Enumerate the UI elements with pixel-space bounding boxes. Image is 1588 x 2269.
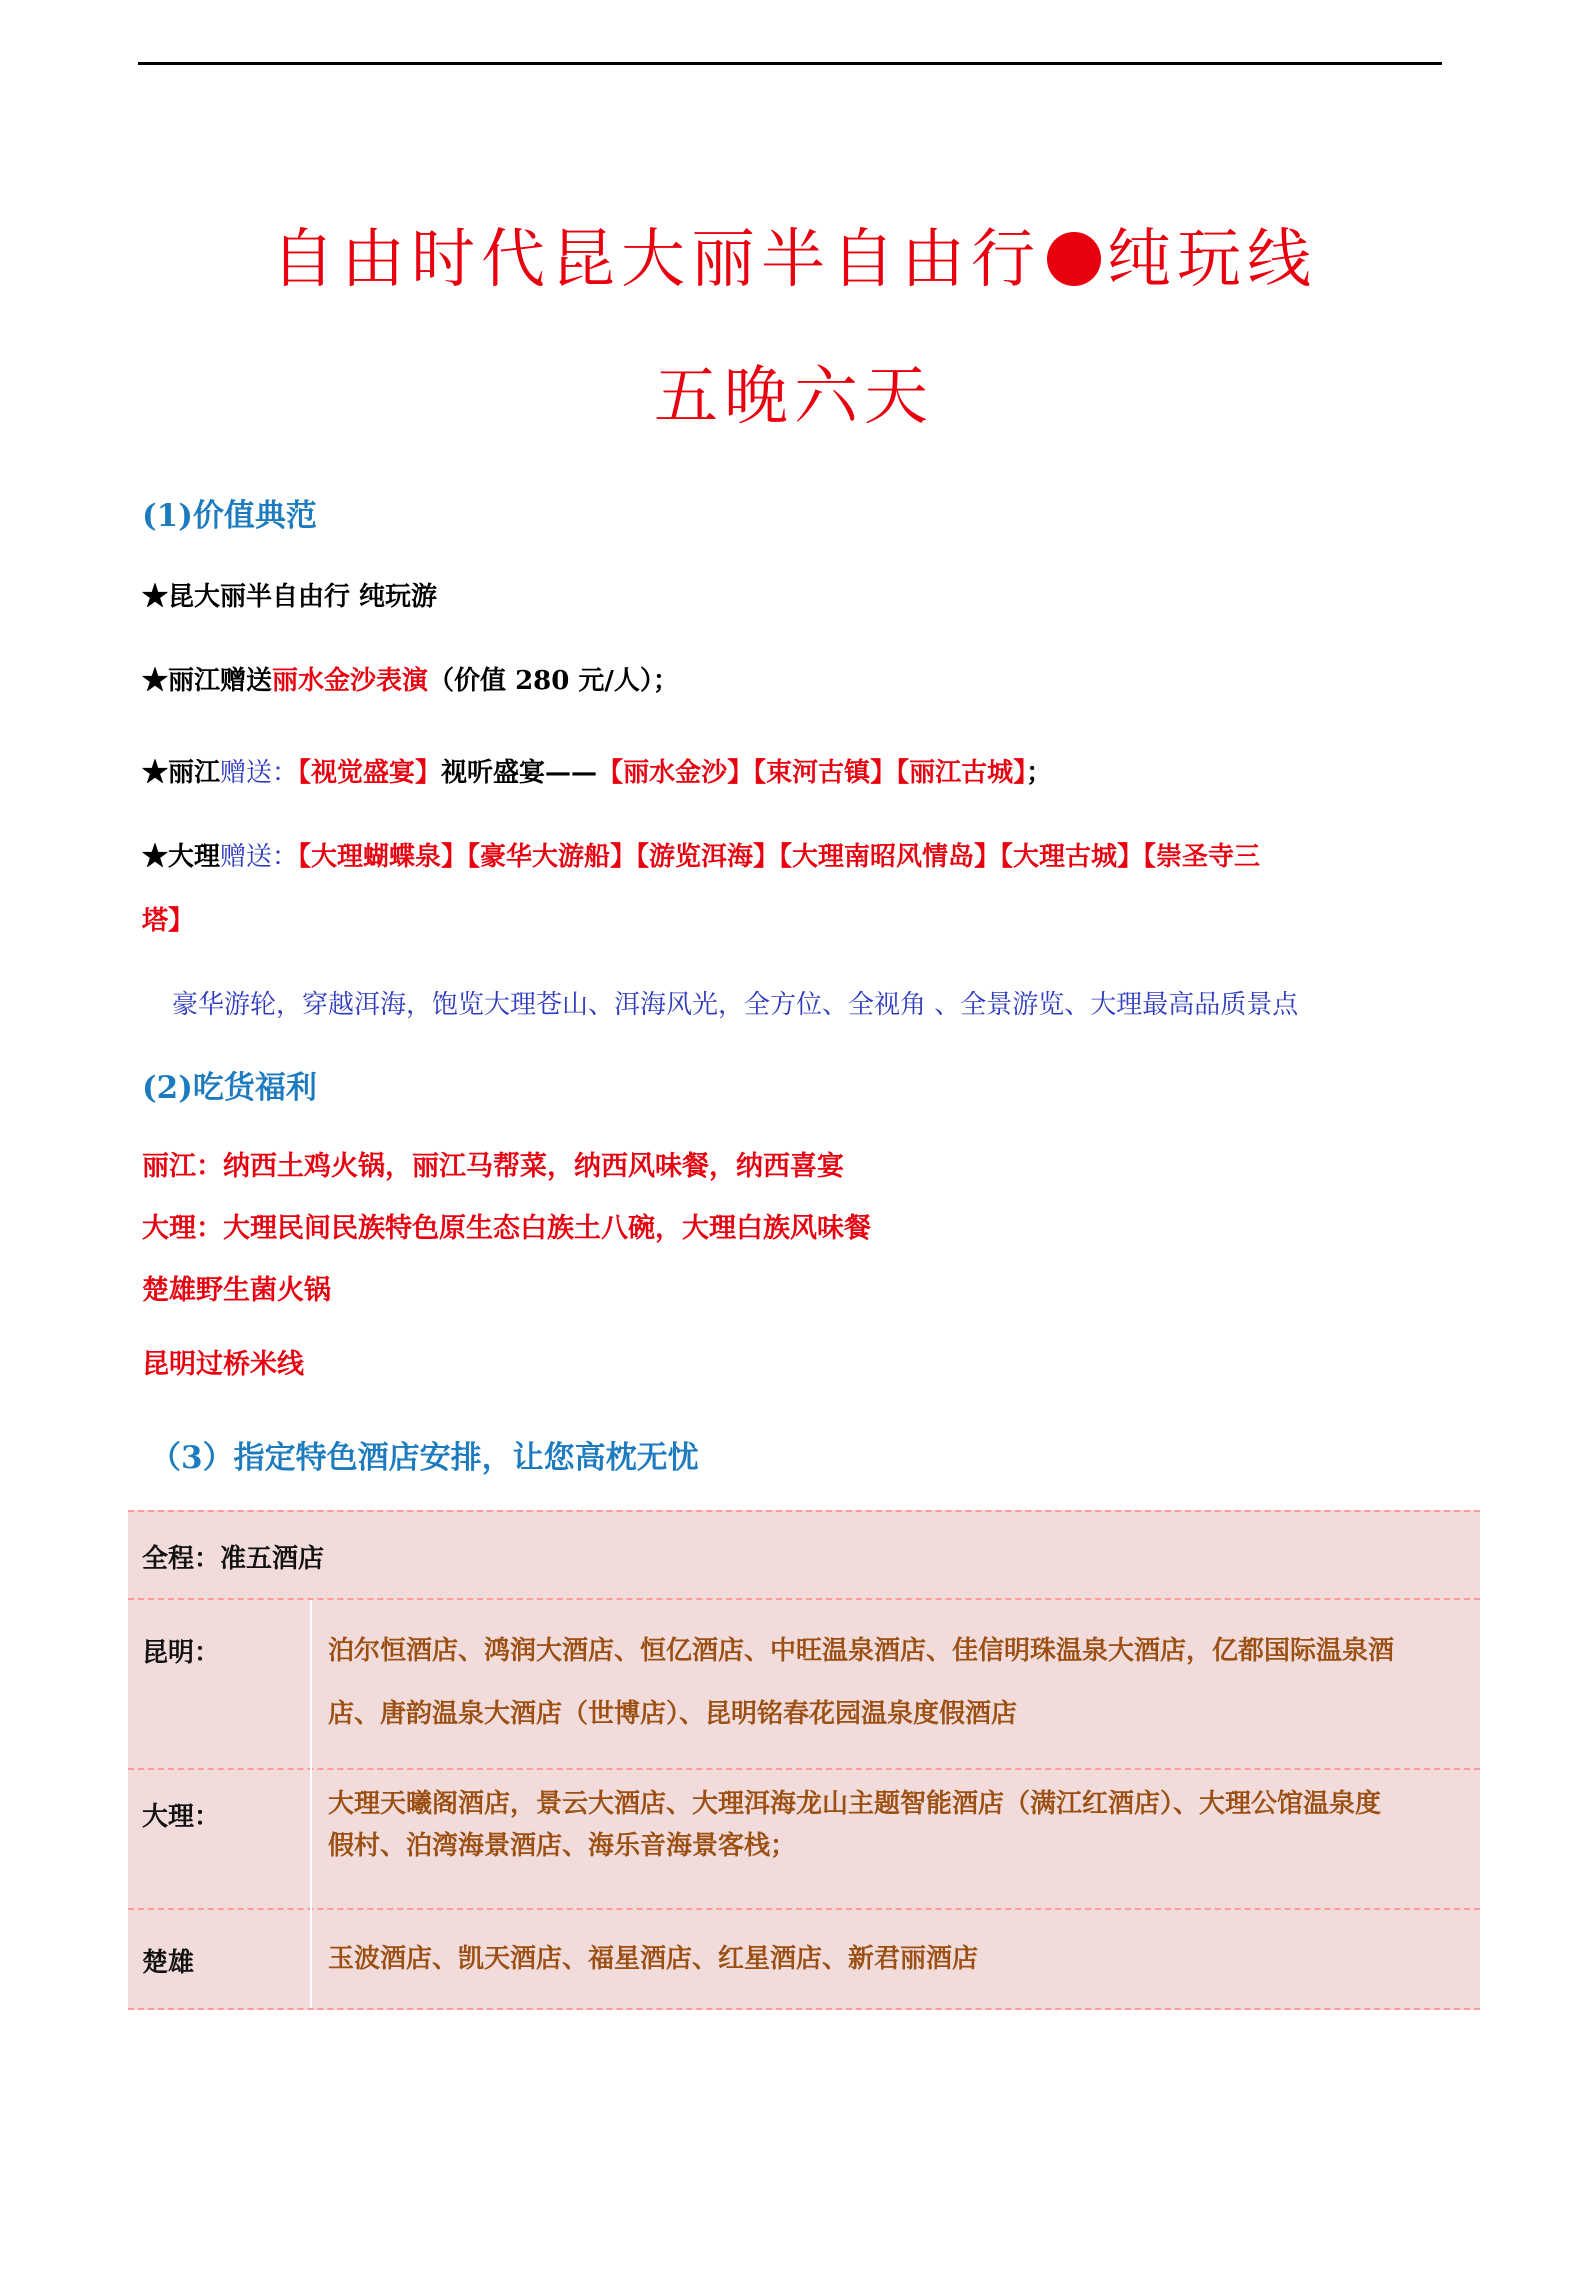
hotels-line: 假村、泊湾海景酒店、海乐音海景客栈； xyxy=(328,1831,797,1861)
bullet-3-gift: 赠送： xyxy=(220,758,299,788)
section3-heading: （3）指定特色酒店安排，让您高枕无忧 xyxy=(150,1440,699,1476)
table-border xyxy=(128,1598,1480,1600)
bullet-3-item1: 【视觉盛宴】 xyxy=(298,758,442,788)
table-border xyxy=(128,1768,1480,1770)
page-subtitle: 五晚六天 xyxy=(654,360,934,434)
bullet-3 xyxy=(142,752,1052,789)
bullet-3-suffix: ； xyxy=(1026,758,1053,788)
bullet-4-gift: 赠送： xyxy=(220,842,299,872)
red-dot-icon xyxy=(1047,232,1101,286)
section1-description: 豪华游轮，穿越洱海，饱览大理苍山、洱海风光，全方位、全视角 、全景游览、大理最高品质景点 xyxy=(172,990,1299,1020)
bullet-2-suffix: （价值 280 元/人）； xyxy=(428,666,679,696)
food-item: 昆明过桥米线 xyxy=(142,1349,304,1380)
hotels-line: 店、唐韵温泉大酒店（世博店）、昆明铭春花园温泉度假酒店 xyxy=(328,1699,1018,1729)
bullet-2 xyxy=(142,660,679,697)
table-row-city: 大理： xyxy=(142,1802,221,1832)
table-border xyxy=(128,1510,1480,1512)
table-divider xyxy=(310,1600,312,2008)
hotels-line: 泊尔恒酒店、鸿润大酒店、恒亿酒店、中旺温泉酒店、佳信明珠温泉大酒店，亿都国际温泉酒 xyxy=(328,1636,1395,1666)
title-right: 纯玩线 xyxy=(1107,223,1317,297)
table-border xyxy=(128,1908,1480,1910)
food-item: 楚雄野生菌火锅 xyxy=(142,1275,331,1306)
bullet-3-middle: 视听盛宴—— xyxy=(441,758,598,788)
hotels-line: 大理天曦阁酒店，景云大酒店、大理洱海龙山主题智能酒店（满江红酒店）、大理公馆温泉度 xyxy=(328,1789,1382,1819)
page-title xyxy=(0,208,1588,300)
section2-heading: (2)吃货福利 xyxy=(142,1070,317,1106)
table-row-hotels xyxy=(328,1928,1468,1991)
bullet-4 xyxy=(142,836,1260,873)
table-border xyxy=(128,2008,1480,2010)
food-item: 丽江：纳西土鸡火锅，丽江马帮菜，纳西风味餐，纳西喜宴 xyxy=(142,1151,844,1182)
title-left: 自由时代昆大丽半自由行 xyxy=(271,223,1041,297)
bullet-2-prefix: ★丽江赠送 xyxy=(142,666,273,696)
hotel-table xyxy=(128,1510,1480,2010)
bullet-4-cont: 塔】 xyxy=(142,906,195,936)
bullet-2-highlight: 丽水金沙表演 xyxy=(272,666,429,696)
bullet-4-prefix: ★大理 xyxy=(142,842,221,872)
table-row-city: 楚雄 xyxy=(142,1948,195,1978)
section1-heading: (1)价值典范 xyxy=(142,498,317,534)
hotels-line: 玉波酒店、凯天酒店、福星酒店、红星酒店、新君丽酒店 xyxy=(328,1944,979,1974)
table-row-city: 昆明： xyxy=(142,1638,221,1668)
bullet-1: ★昆大丽半自由行 纯玩游 xyxy=(142,582,438,612)
bullet-3-prefix: ★丽江 xyxy=(142,758,221,788)
bullet-3-item2: 【丽水金沙】【束河古镇】【丽江古城】 xyxy=(597,758,1027,788)
bullet-4-items: 【大理蝴蝶泉】【豪华大游船】【游览洱海】【大理南昭风情岛】【大理古城】【崇圣寺三 xyxy=(298,842,1261,872)
table-row-hotels xyxy=(328,1620,1468,1746)
table-row-hotels xyxy=(328,1783,1468,1867)
food-item: 大理：大理民间民族特色原生态白族土八碗，大理白族风味餐 xyxy=(142,1213,871,1244)
table-header: 全程：准五酒店 xyxy=(142,1544,325,1574)
header-rule xyxy=(138,62,1442,65)
